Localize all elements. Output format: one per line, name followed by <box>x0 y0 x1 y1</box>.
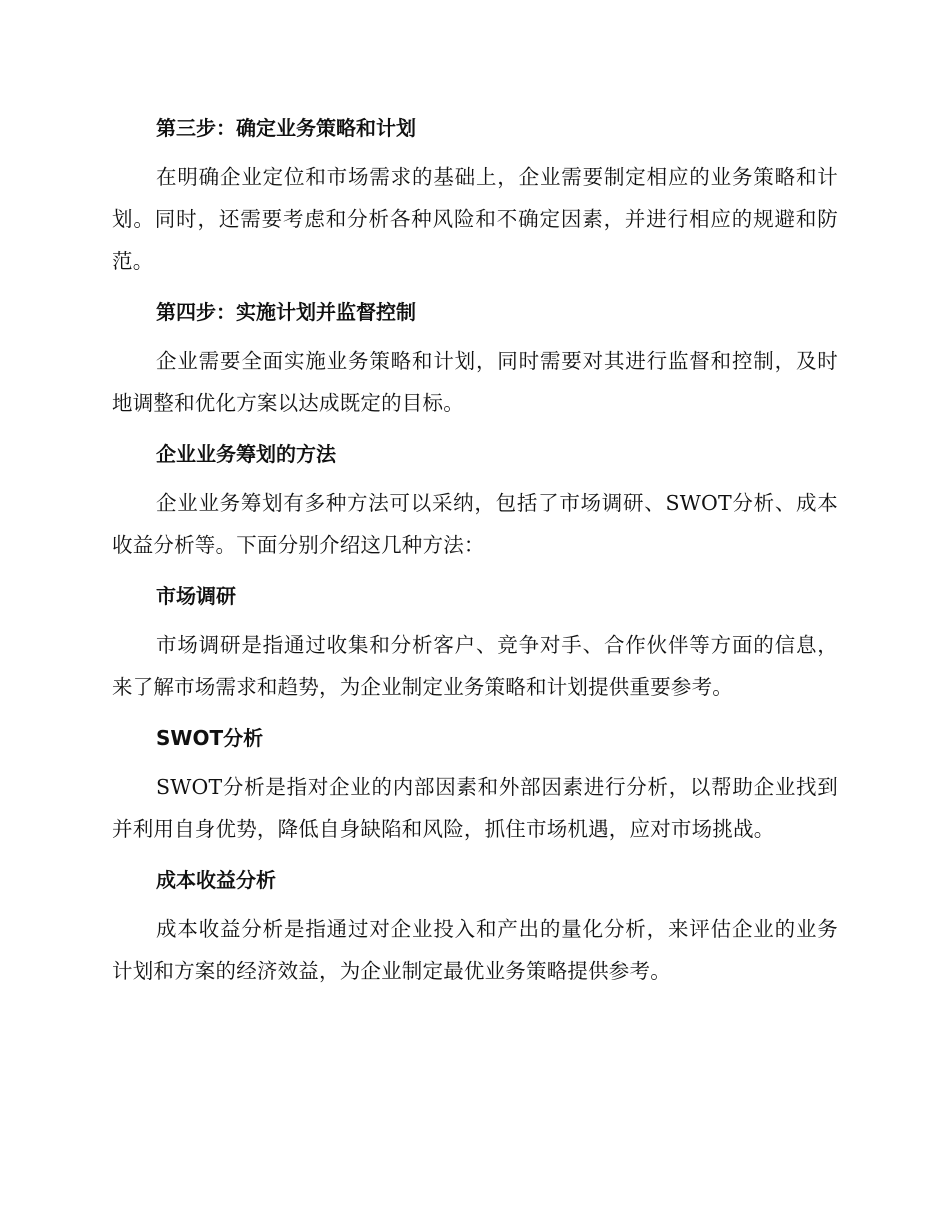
section-paragraph: 企业业务筹划有多种方法可以采纳，包括了市场调研、SWOT分析、成本收益分析等。下面分别介绍这几种方法： <box>112 491 838 557</box>
section-heading: 第三步：确定业务策略和计划 <box>156 116 416 140</box>
section-step-four <box>112 292 838 424</box>
section-heading: 成本收益分析 <box>156 868 276 892</box>
section-paragraph: 成本收益分析是指通过对企业投入和产出的量化分析，来评估企业的业务计划和方案的经济效益，为企业制定最优业务策略提供参考。 <box>112 917 838 983</box>
section-paragraph: 市场调研是指通过收集和分析客户、竞争对手、合作伙伴等方面的信息，来了解市场需求和趋势，为企业制定业务策略和计划提供重要参考。 <box>112 633 838 699</box>
section-heading: 第四步：实施计划并监督控制 <box>156 300 416 324</box>
section-planning-methods <box>112 434 838 566</box>
section-paragraph: 企业需要全面实施业务策略和计划，同时需要对其进行监督和控制，及时地调整和优化方案以达成既定的目标。 <box>112 349 838 415</box>
section-paragraph: 在明确企业定位和市场需求的基础上，企业需要制定相应的业务策略和计划。同时，还需要考虑和分析各种风险和不确定因素，并进行相应的规避和防范。 <box>112 165 838 273</box>
section-step-three <box>112 108 838 282</box>
section-paragraph: SWOT分析是指对企业的内部因素和外部因素进行分析，以帮助企业找到并利用自身优势，降低自身缺陷和风险，抓住市场机遇，应对市场挑战。 <box>112 775 838 841</box>
section-swot-analysis <box>112 718 838 850</box>
section-heading: 市场调研 <box>156 584 236 608</box>
section-heading: SWOT分析 <box>156 726 264 750</box>
section-cost-benefit-analysis <box>112 860 838 992</box>
section-heading: 企业业务筹划的方法 <box>156 442 336 466</box>
section-market-research <box>112 576 838 708</box>
